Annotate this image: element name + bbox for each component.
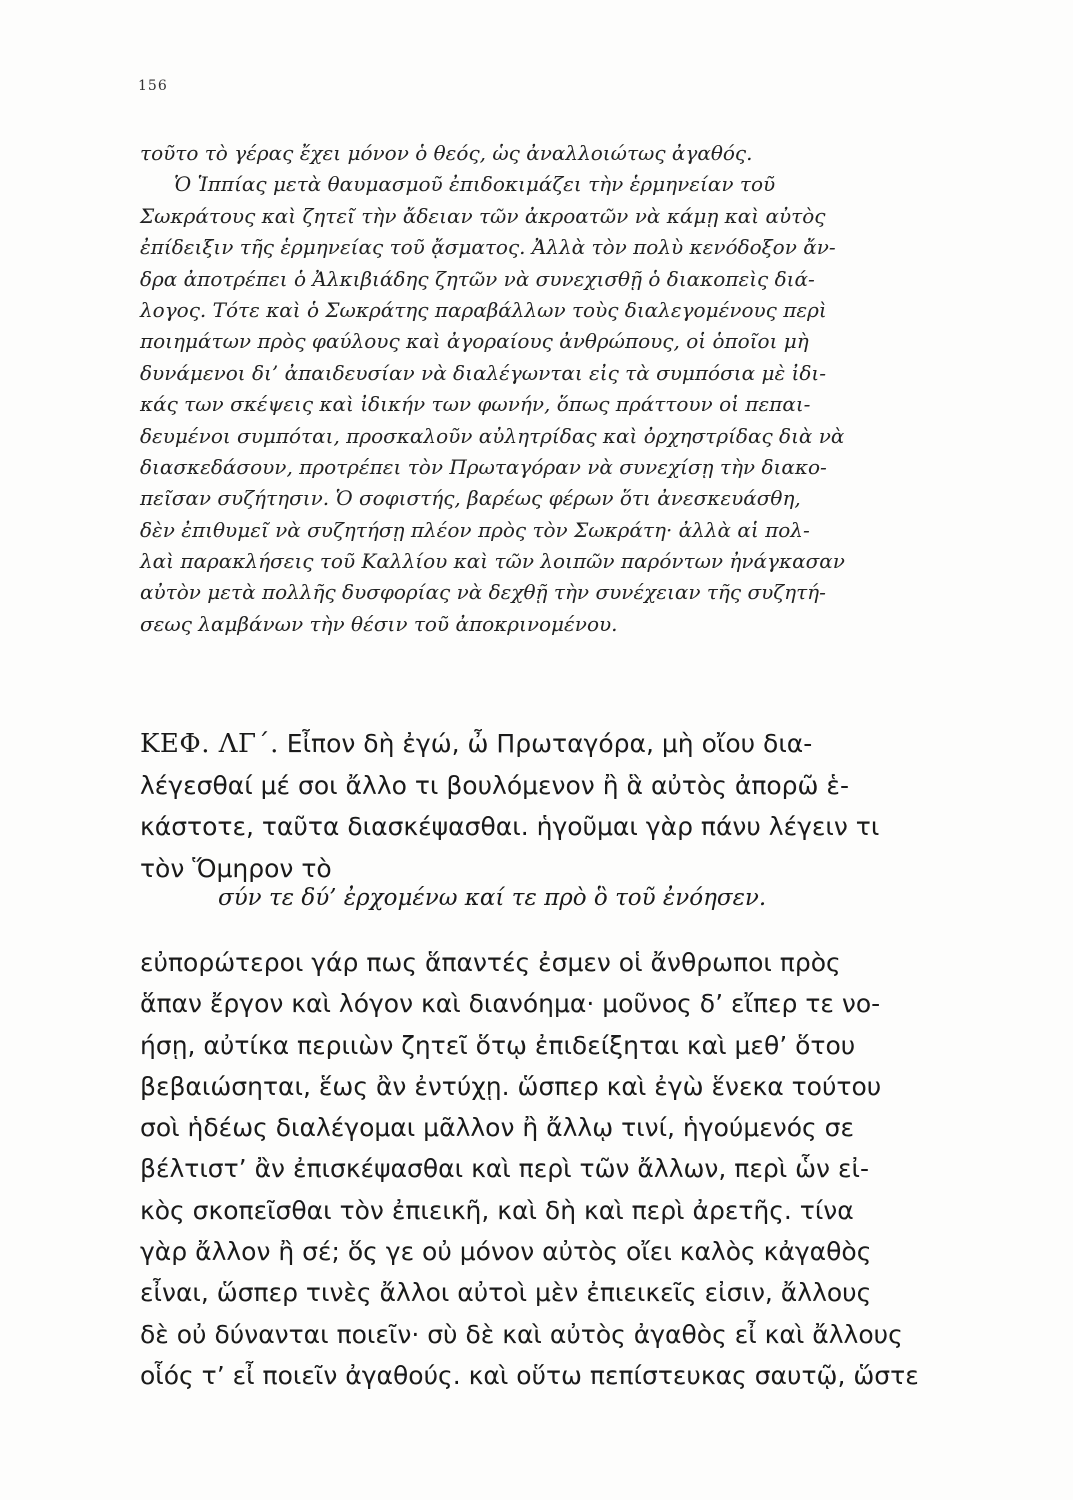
greek-text-line	[140, 723, 980, 765]
commentary-line: αὐτὸν μετὰ πολλῆς δυσφορίας νὰ δεχθῇ τὴν συνέχειαν τῆς συζητή-	[140, 580, 826, 605]
greek-text-line: κὸς σκοπεῖσθαι τὸν ἐπιεικῆ, καὶ δὴ καὶ περὶ ἀρετῆς. τίνα	[140, 1195, 854, 1225]
greek-text-line: τὸν Ὅμηρον τὸ	[140, 853, 332, 883]
greek-text-line: λέγεσθαί μέ σοι ἄλλο τι βουλόμενον ἢ ἃ αὐτὸς ἀπορῶ ἑ-	[140, 770, 849, 800]
commentary-line: ποιημάτων πρὸς φαύλους καὶ ἀγοραίους ἀνθρώπους, οἱ ὁποῖοι μὴ	[140, 329, 809, 354]
greek-text-line: εἶναι, ὥσπερ τινὲς ἄλλοι αὐτοὶ μὲν ἐπιεικεῖς εἰσιν, ἄλλους	[140, 1278, 872, 1308]
commentary-line: τοῦτο τὸ γέρας ἔχει μόνον ὁ θεός, ὡς ἀναλλοιώτως ἀγαθός.	[140, 141, 753, 165]
commentary-line: δευμένοι συμπόται, προσκαλοῦν αὐλητρίδας καὶ ὀρχηστρίδας διὰ νὰ	[140, 423, 845, 448]
commentary-line: κάς των σκέψεις καὶ ἰδικήν των φωνήν, ὅπως πράττουν οἱ πεπαι-	[140, 392, 811, 417]
commentary-line: λαὶ παρακλήσεις τοῦ Καλλίου καὶ τῶν λοιπῶν παρόντων ἠνάγκασαν	[140, 549, 845, 574]
chapter-heading: ΚΕΦ. ΛΓ΄.	[140, 729, 279, 759]
commentary-line: δρα ἀποτρέπει ὁ Ἀλκιβιάδης ζητῶν νὰ συνεχισθῇ ὁ διακοπεὶς διά-	[140, 266, 815, 291]
commentary-line: Σωκράτους καὶ ζητεῖ τὴν ἄδειαν τῶν ἀκροατῶν νὰ κάμῃ καὶ αὐτὸς	[140, 203, 826, 228]
greek-text-second	[140, 942, 980, 1396]
greek-text-line: ήσῃ, αὐτίκα περιιὼν ζητεῖ ὅτῳ ἐπιδείξηται καὶ μεθ’ ὅτου	[140, 1030, 856, 1060]
greek-text-line: εὐπορώτεροι γάρ πως ἅπαντές ἐσμεν οἱ ἄνθρωποι πρὸς	[140, 948, 841, 977]
commentary-line: λογος. Τότε καὶ ὁ Σωκράτης παραβάλλων τοὺς διαλεγομένους περὶ	[140, 297, 827, 322]
greek-text-line: δὲ οὐ δύνανται ποιεῖν· σὺ δὲ καὶ αὐτὸς ἀγαθὸς εἶ καὶ ἄλλους	[140, 1319, 903, 1349]
homer-quote: σύν τε δύ’ ἐρχομένω καί τε πρὸ ὃ τοῦ ἐνόησεν.	[218, 885, 767, 911]
commentary-line: δυνάμενοι δι’ ἀπαιδευσίαν νὰ διαλέγωνται εἰς τὰ συμπόσια μὲ ἰδι-	[140, 360, 827, 385]
commentary-paragraph	[140, 138, 960, 640]
greek-text-line: βεβαιώσηται, ἕως ἂν ἐντύχῃ. ὥσπερ καὶ ἐγὼ ἕνεκα τούτου	[140, 1071, 882, 1101]
greek-text-line: γὰρ ἄλλον ἢ σέ; ὅς γε οὐ μόνον αὐτὸς οἴει καλὸς κἀγαθὸς	[140, 1237, 872, 1267]
commentary-line: Ὁ Ἱππίας μετὰ θαυμασμοῦ ἐπιδοκιμάζει τὴν ἑρμηνείαν τοῦ	[174, 172, 776, 197]
greek-text-first	[140, 723, 980, 889]
commentary-line: σεως λαμβάνων τὴν θέσιν τοῦ ἀποκρινομένου.	[140, 611, 618, 636]
commentary-line: διασκεδάσουν, προτρέπει τὸν Πρωταγόραν νὰ συνεχίσῃ τὴν διακο-	[140, 454, 827, 479]
greek-text-line: βέλτιστ’ ἂν ἐπισκέψασθαι καὶ περὶ τῶν ἄλλων, περὶ ὧν εἰ-	[140, 1154, 869, 1184]
greek-text-line-content: Εἶπον δὴ ἐγώ, ὦ Πρωταγόρα, μὴ οἴου δια-	[286, 729, 813, 758]
greek-text-line: ἅπαν ἔργον καὶ λόγον καὶ διανόημα· μοῦνος δ’ εἴπερ τε νο-	[140, 989, 881, 1019]
page-number: 156	[138, 78, 168, 94]
greek-text-line: σοὶ ἡδέως διαλέγομαι μᾶλλον ἢ ἄλλῳ τινί, ἡγούμενός σε	[140, 1113, 854, 1143]
commentary-line: πεῖσαν συζήτησιν. Ὁ σοφιστής, βαρέως φέρων ὅτι ἀνεσκευάσθη,	[140, 486, 801, 511]
greek-text-line: κάστοτε, ταῦτα διασκέψασθαι. ἡγοῦμαι γὰρ πάνυ λέγειν τι	[140, 812, 880, 841]
commentary-line: ἐπίδειξιν τῆς ἑρμηνείας τοῦ ᾄσματος. Ἀλλὰ τὸν πολὺ κενόδοξον ἄν-	[140, 235, 836, 260]
greek-text-line: οἷός τ’ εἶ ποιεῖν ἀγαθούς. καὶ οὕτω πεπίστευκας σαυτῷ, ὥστε	[140, 1360, 919, 1390]
commentary-line: δὲν ἐπιθυμεῖ νὰ συζητήσῃ πλέον πρὸς τὸν Σωκράτη· ἀλλὰ αἱ πολ-	[140, 517, 810, 542]
